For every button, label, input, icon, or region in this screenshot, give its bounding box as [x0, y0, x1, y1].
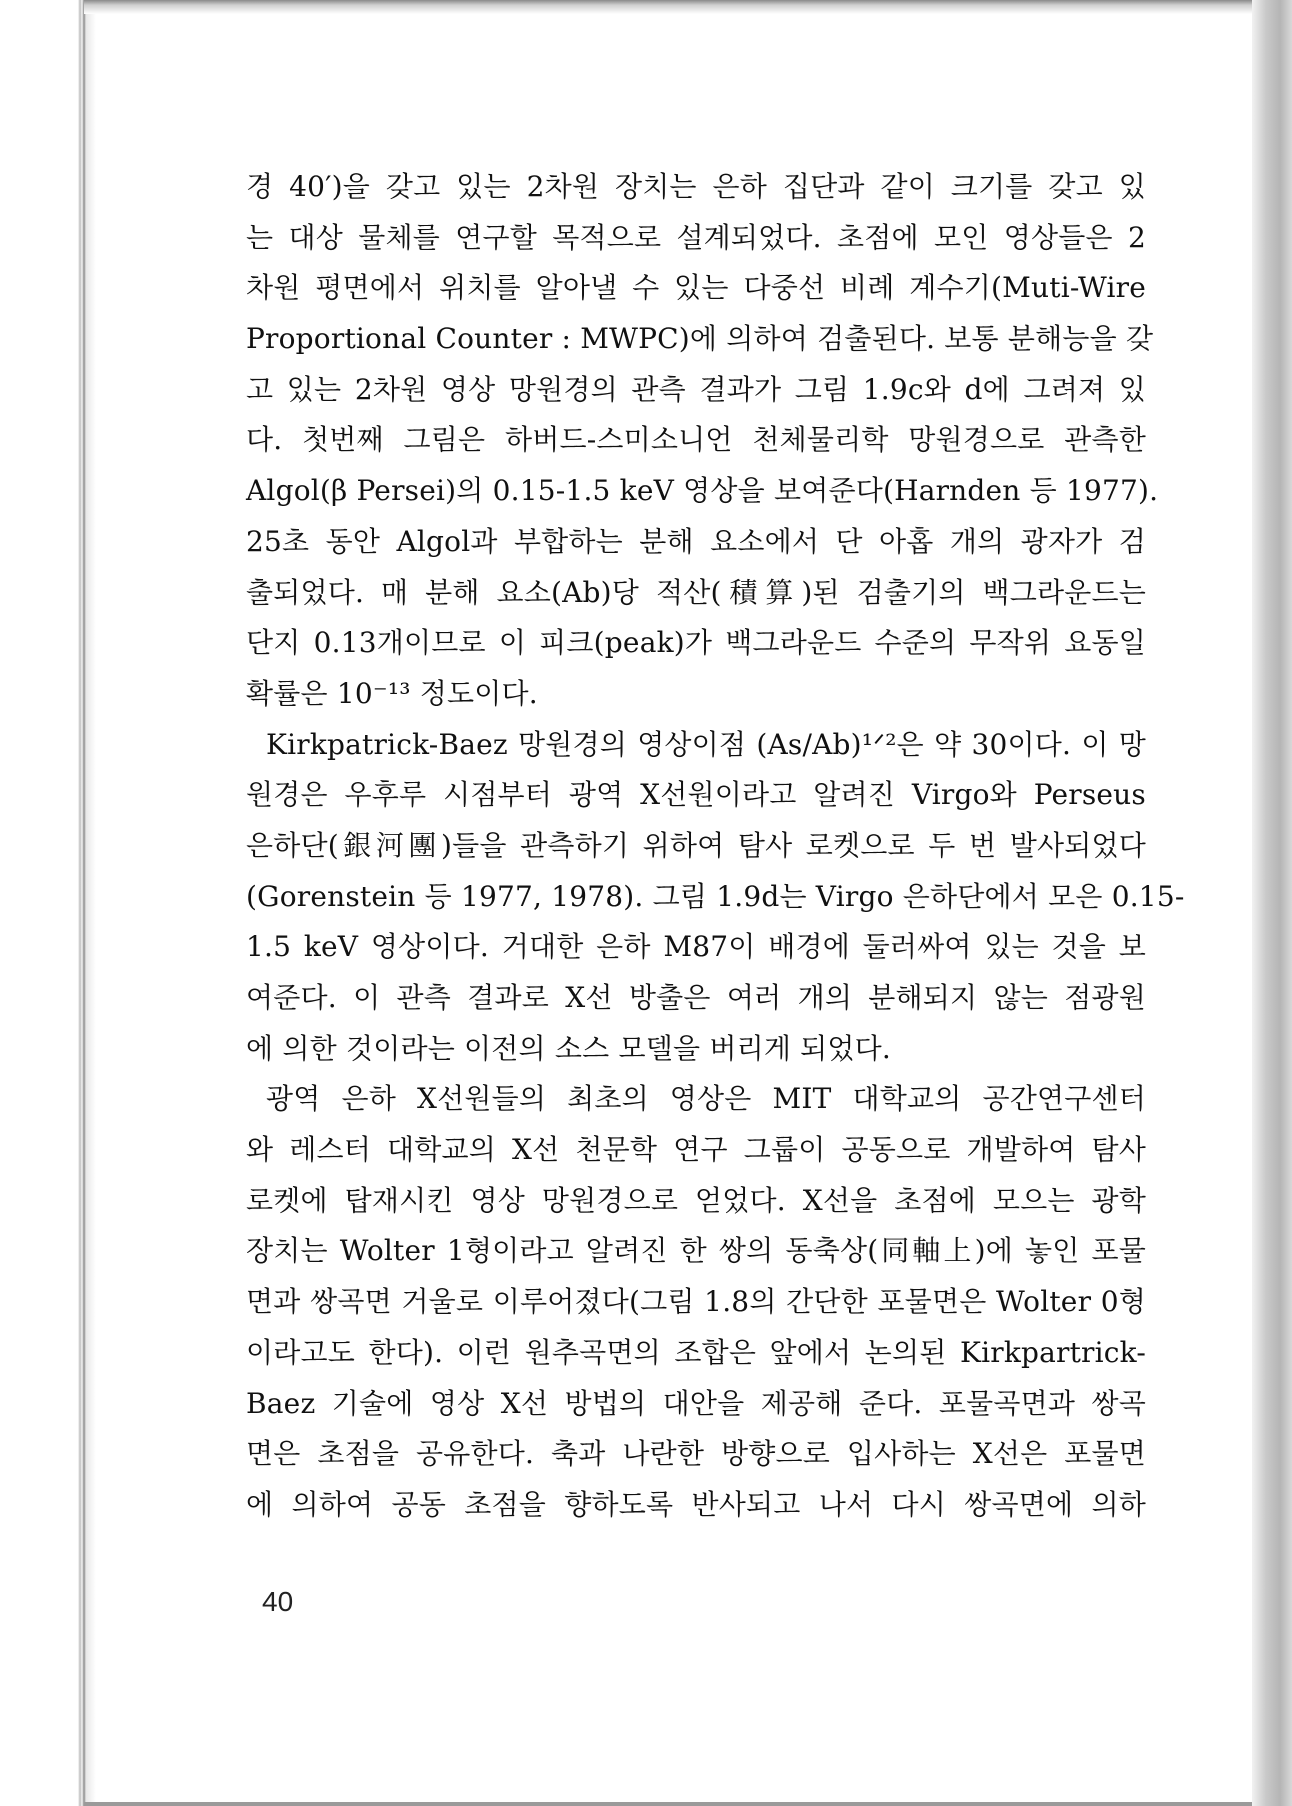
text-line: Baez 기술에 영상 X선 방법의 대안을 제공해 준다. 포물곡면과 쌍곡	[246, 1386, 1146, 1420]
text-line: 여준다. 이 관측 결과로 X선 방출은 여러 개의 분해되지 않는 점광원	[246, 981, 1146, 1014]
text-line: 에 의한 것이라는 이전의 소스 모델을 버리게 되었다.	[246, 1031, 892, 1065]
text-line: (Gorenstein 등 1977, 1978). 그림 1.9d는 Virgo 은하단에서 모은 0.15-	[246, 879, 1185, 913]
page-right-edge	[1252, 0, 1292, 1806]
text-line: 차원 평면에서 위치를 알아낼 수 있는 다중선 비례 계수기(Muti-Wire	[246, 271, 1146, 305]
text-line: 고 있는 2차원 영상 망원경의 관측 결과가 그림 1.9c와 d에 그려져 있	[246, 372, 1146, 406]
text-line: 이라고도 한다). 이런 원추곡면의 조합은 앞에서 논의된 Kirkpartrick-	[246, 1335, 1146, 1369]
text-line: 면은 초점을 공유한다. 축과 나란한 방향으로 입사하는 X선은 포물면	[246, 1437, 1146, 1471]
text-line: 로켓에 탑재시킨 영상 망원경으로 얻었다. X선을 초점에 모으는 광학	[246, 1183, 1146, 1217]
text-line: 다. 첫번째 그림은 하버드-스미소니언 천체물리학 망원경으로 관측한	[246, 423, 1146, 457]
text-line: 는 대상 물체를 연구할 목적으로 설계되었다. 초점에 모인 영상들은 2	[246, 220, 1146, 254]
body-text	[246, 162, 1185, 1531]
text-line: 에 의하여 공동 초점을 향하도록 반사되고 나서 다시 쌍곡면에 의하	[246, 1487, 1146, 1521]
page-left-edge	[0, 0, 96, 1806]
page-number: 40	[262, 1586, 294, 1617]
page-bottom-edge	[84, 1802, 1252, 1806]
text-line: 광역 은하 X선원들의 최초의 영상은 MIT 대학교의 공간연구센터	[266, 1082, 1146, 1116]
text-line: 와 레스터 대학교의 X선 천문학 연구 그룹이 공동으로 개발하여 탐사	[246, 1133, 1146, 1167]
page-top-edge	[84, 0, 1252, 14]
text-line: 25초 동안 Algol과 부합하는 분해 요소에서 단 아홉 개의 광자가 검	[246, 524, 1146, 558]
text-line: 장치는 Wolter 1형이라고 알려진 한 쌍의 동축상(同軸上)에 놓인 포물	[246, 1234, 1146, 1268]
text-line: 원경은 우후루 시점부터 광역 X선원이라고 알려진 Virgo와 Perseus	[246, 778, 1146, 812]
text-line: 경 40′)을 갖고 있는 2차원 장치는 은하 집단과 같이 크기를 갖고 있	[246, 170, 1146, 203]
text-line: Kirkpatrick-Baez 망원경의 영상이점 (As/Ab)¹ᐟ²은 약 30이다. 이 망	[266, 727, 1146, 761]
text-line: Algol(β Persei)의 0.15-1.5 keV 영상을 보여준다(Harnden 등 1977).	[246, 474, 1159, 508]
text-line: 면과 쌍곡면 거울로 이루어졌다(그림 1.8의 간단한 포물면은 Wolter 0형	[246, 1285, 1146, 1319]
text-line: Proportional Counter : MWPC)에 의하여 검출된다. 보통 분해능을 갖	[246, 322, 1154, 356]
text-line: 1.5 keV 영상이다. 거대한 은하 M87이 배경에 둘러싸여 있는 것을 보	[246, 930, 1146, 964]
text-line: 확률은 10⁻¹³ 정도이다.	[246, 676, 538, 710]
text-line: 은하단(銀河團)들을 관측하기 위하여 탐사 로켓으로 두 번 발사되었다	[246, 828, 1146, 862]
text-line: 단지 0.13개이므로 이 피크(peak)가 백그라운드 수준의 무작위 요동일	[246, 626, 1146, 660]
text-line: 출되었다. 매 분해 요소(Ab)당 적산(積算)된 검출기의 백그라운드는	[246, 575, 1146, 609]
